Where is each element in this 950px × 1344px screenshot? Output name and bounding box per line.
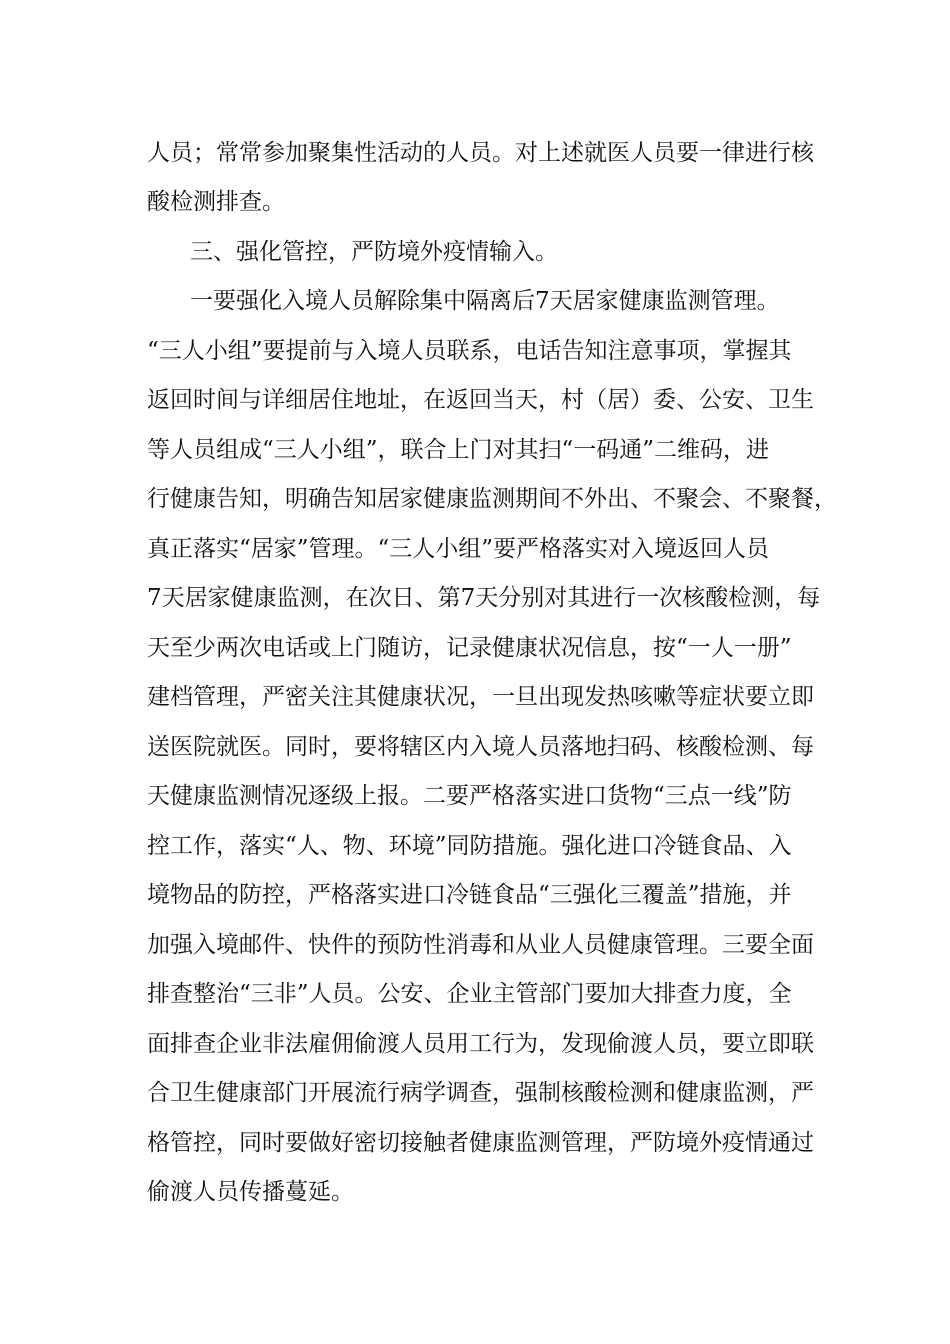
text-line: 行健康告知，明确告知居家健康监测期间不外出、不聚会、不聚餐， [147, 486, 837, 512]
text-line: 建档管理，严密关注其健康状况，一旦出现发热咳嗽等症状要立即 [147, 684, 814, 710]
text-line: 天至少两次电话或上门随访，记录健康状况信息，按“一人一册” [147, 635, 792, 661]
text-line: 控工作，落实“人、物、环境”同防措施。强化进口冷链食品、入 [147, 833, 792, 859]
text-line: 面排查企业非法雇佣偷渡人员用工行为，发现偷渡人员，要立即联 [147, 1031, 814, 1057]
text-line: 偷渡人员传播蔓延。 [147, 1179, 354, 1205]
text-line: 真正落实“居家”管理。“三人小组”要严格落实对入境返回人员 [147, 536, 770, 562]
text-line: 7天居家健康监测，在次日、第7天分别对其进行一次核酸检测，每 [147, 585, 821, 611]
text-line: 合卫生健康部门开展流行病学调查，强制核酸检测和健康监测，严 [147, 1080, 814, 1106]
section-heading: 三、强化管控，严防境外疫情输入。 [190, 239, 558, 265]
text-line: 排查整治“三非”人员。公安、企业主管部门要加大排查力度，全 [147, 981, 792, 1007]
text-line: 酸检测排查。 [147, 189, 285, 215]
text-line: 境物品的防控，严格落实进口冷链食品“三强化三覆盖”措施，并 [147, 882, 792, 908]
text-line: 人员；常常参加聚集性活动的人员。对上述就医人员要一律进行核 [147, 140, 814, 166]
text-line: 加强入境邮件、快件的预防性消毒和从业人员健康管理。三要全面 [147, 932, 814, 958]
text-line: 返回时间与详细居住地址，在返回当天，村（居）委、公安、卫生 [147, 387, 814, 413]
text-line: “三人小组”要提前与入境人员联系，电话告知注意事项，掌握其 [147, 338, 792, 364]
text-line: 天健康监测情况逐级上报。二要严格落实进口货物“三点一线”防 [147, 783, 792, 809]
text-line: 一要强化入境人员解除集中隔离后7天居家健康监测管理。 [190, 288, 780, 314]
text-line: 送医院就医。同时，要将辖区内入境人员落地扫码、核酸检测、每 [147, 734, 814, 760]
text-line: 格管控，同时要做好密切接触者健康监测管理，严防境外疫情通过 [147, 1130, 814, 1156]
text-line: 等人员组成“三人小组”，联合上门对其扫“一码通”二维码，进 [147, 437, 770, 463]
